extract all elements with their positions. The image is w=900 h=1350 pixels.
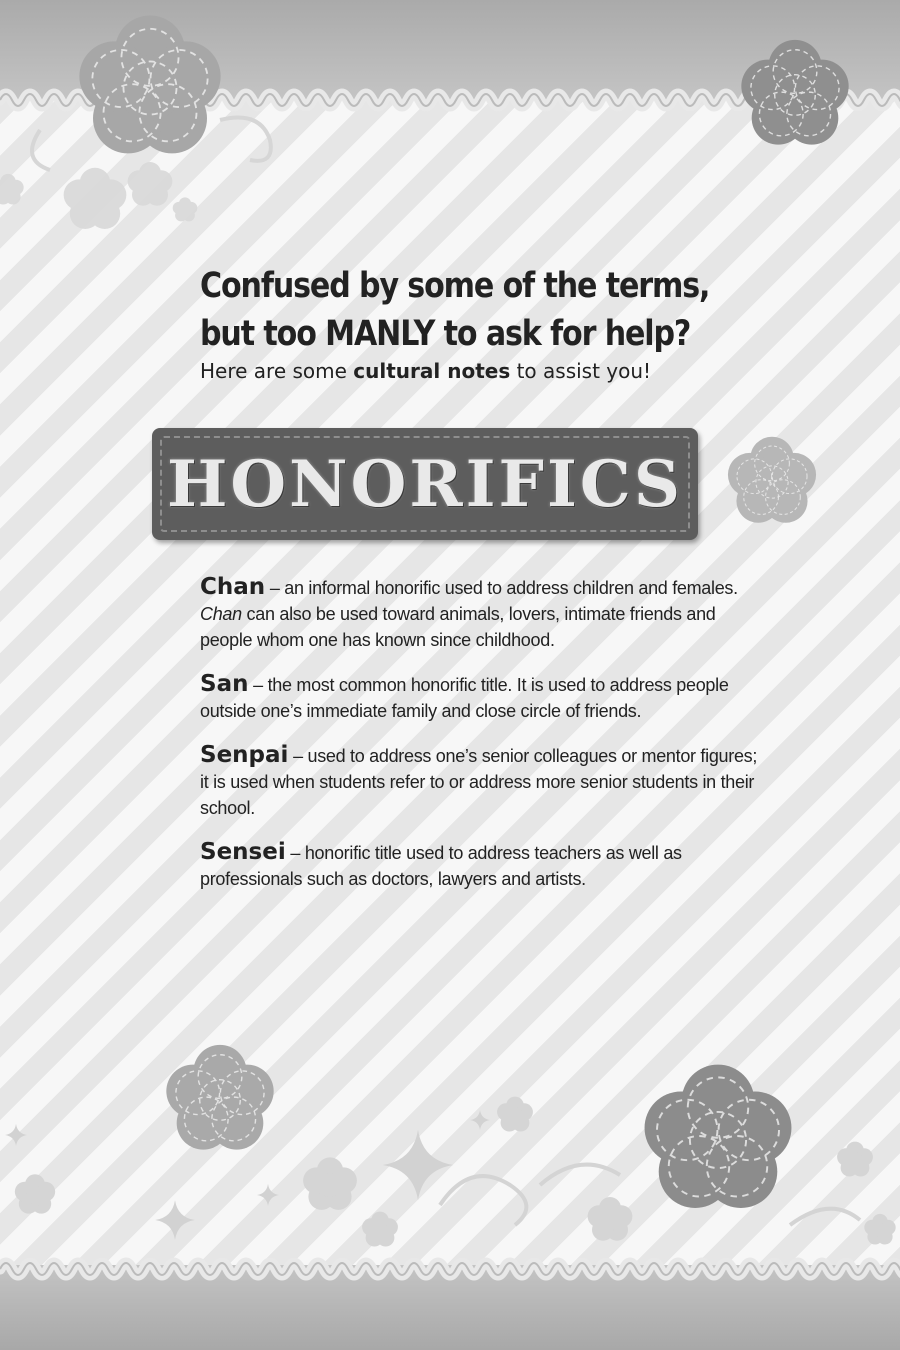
definition-chan [200,578,738,650]
honorifics-banner [152,428,698,540]
top-left-flower-patch-icon [79,16,220,154]
term-senpai: Senpai [200,742,289,768]
term-san: San [200,671,249,697]
top-flower-sprigs [0,162,197,229]
subheading [200,358,780,384]
glossary-entry-san [200,671,760,724]
intro-text-block [200,262,780,384]
glossary-entry-sensei [200,839,760,892]
definition-chan-part-1: – an informal honorific used to address children and females. [265,578,738,598]
subhead-text-before: Here are some [200,359,354,383]
definition-sensei: – honorific title used to address teachers as well as professionals such as doctors, lawyers and artists. [200,843,682,889]
subhead-bold-text: cultural notes [353,359,511,383]
banner-title: HONORIFICS [166,446,684,522]
headline-line-1: Confused by some of the terms, [200,266,710,306]
term-chan: Chan [200,574,266,600]
glossary-entry-senpai [200,742,760,821]
definition-san: – the most common honorific title. It is used to address people outside one’s immediate family and close circle of friends. [200,675,729,721]
top-right-flower-patch-icon [741,40,848,145]
definition-chan-part-2: can also be used toward animals, lovers, intimate friends and people whom one has known since childhood. [200,604,716,650]
bottom-left-flower-patch-icon [166,1045,273,1150]
banner-side-flower-patch-icon [728,437,816,523]
glossary-entry-chan [200,574,760,653]
headline [200,262,768,358]
headline-line-2: but too MANLY to ask for help? [200,314,691,354]
term-sensei: Sensei [200,839,286,865]
glossary-list [200,574,760,910]
definition-senpai: – used to address one’s senior colleagues or mentor figures; it is used when students refer to or address more senior students in their school. [200,746,758,818]
bottom-right-flower-patch-icon [645,1065,792,1208]
bottom-swirl-ornament [440,1165,860,1225]
definition-chan-italic: Chan [200,604,242,624]
subhead-text-after: to assist you! [510,359,652,383]
